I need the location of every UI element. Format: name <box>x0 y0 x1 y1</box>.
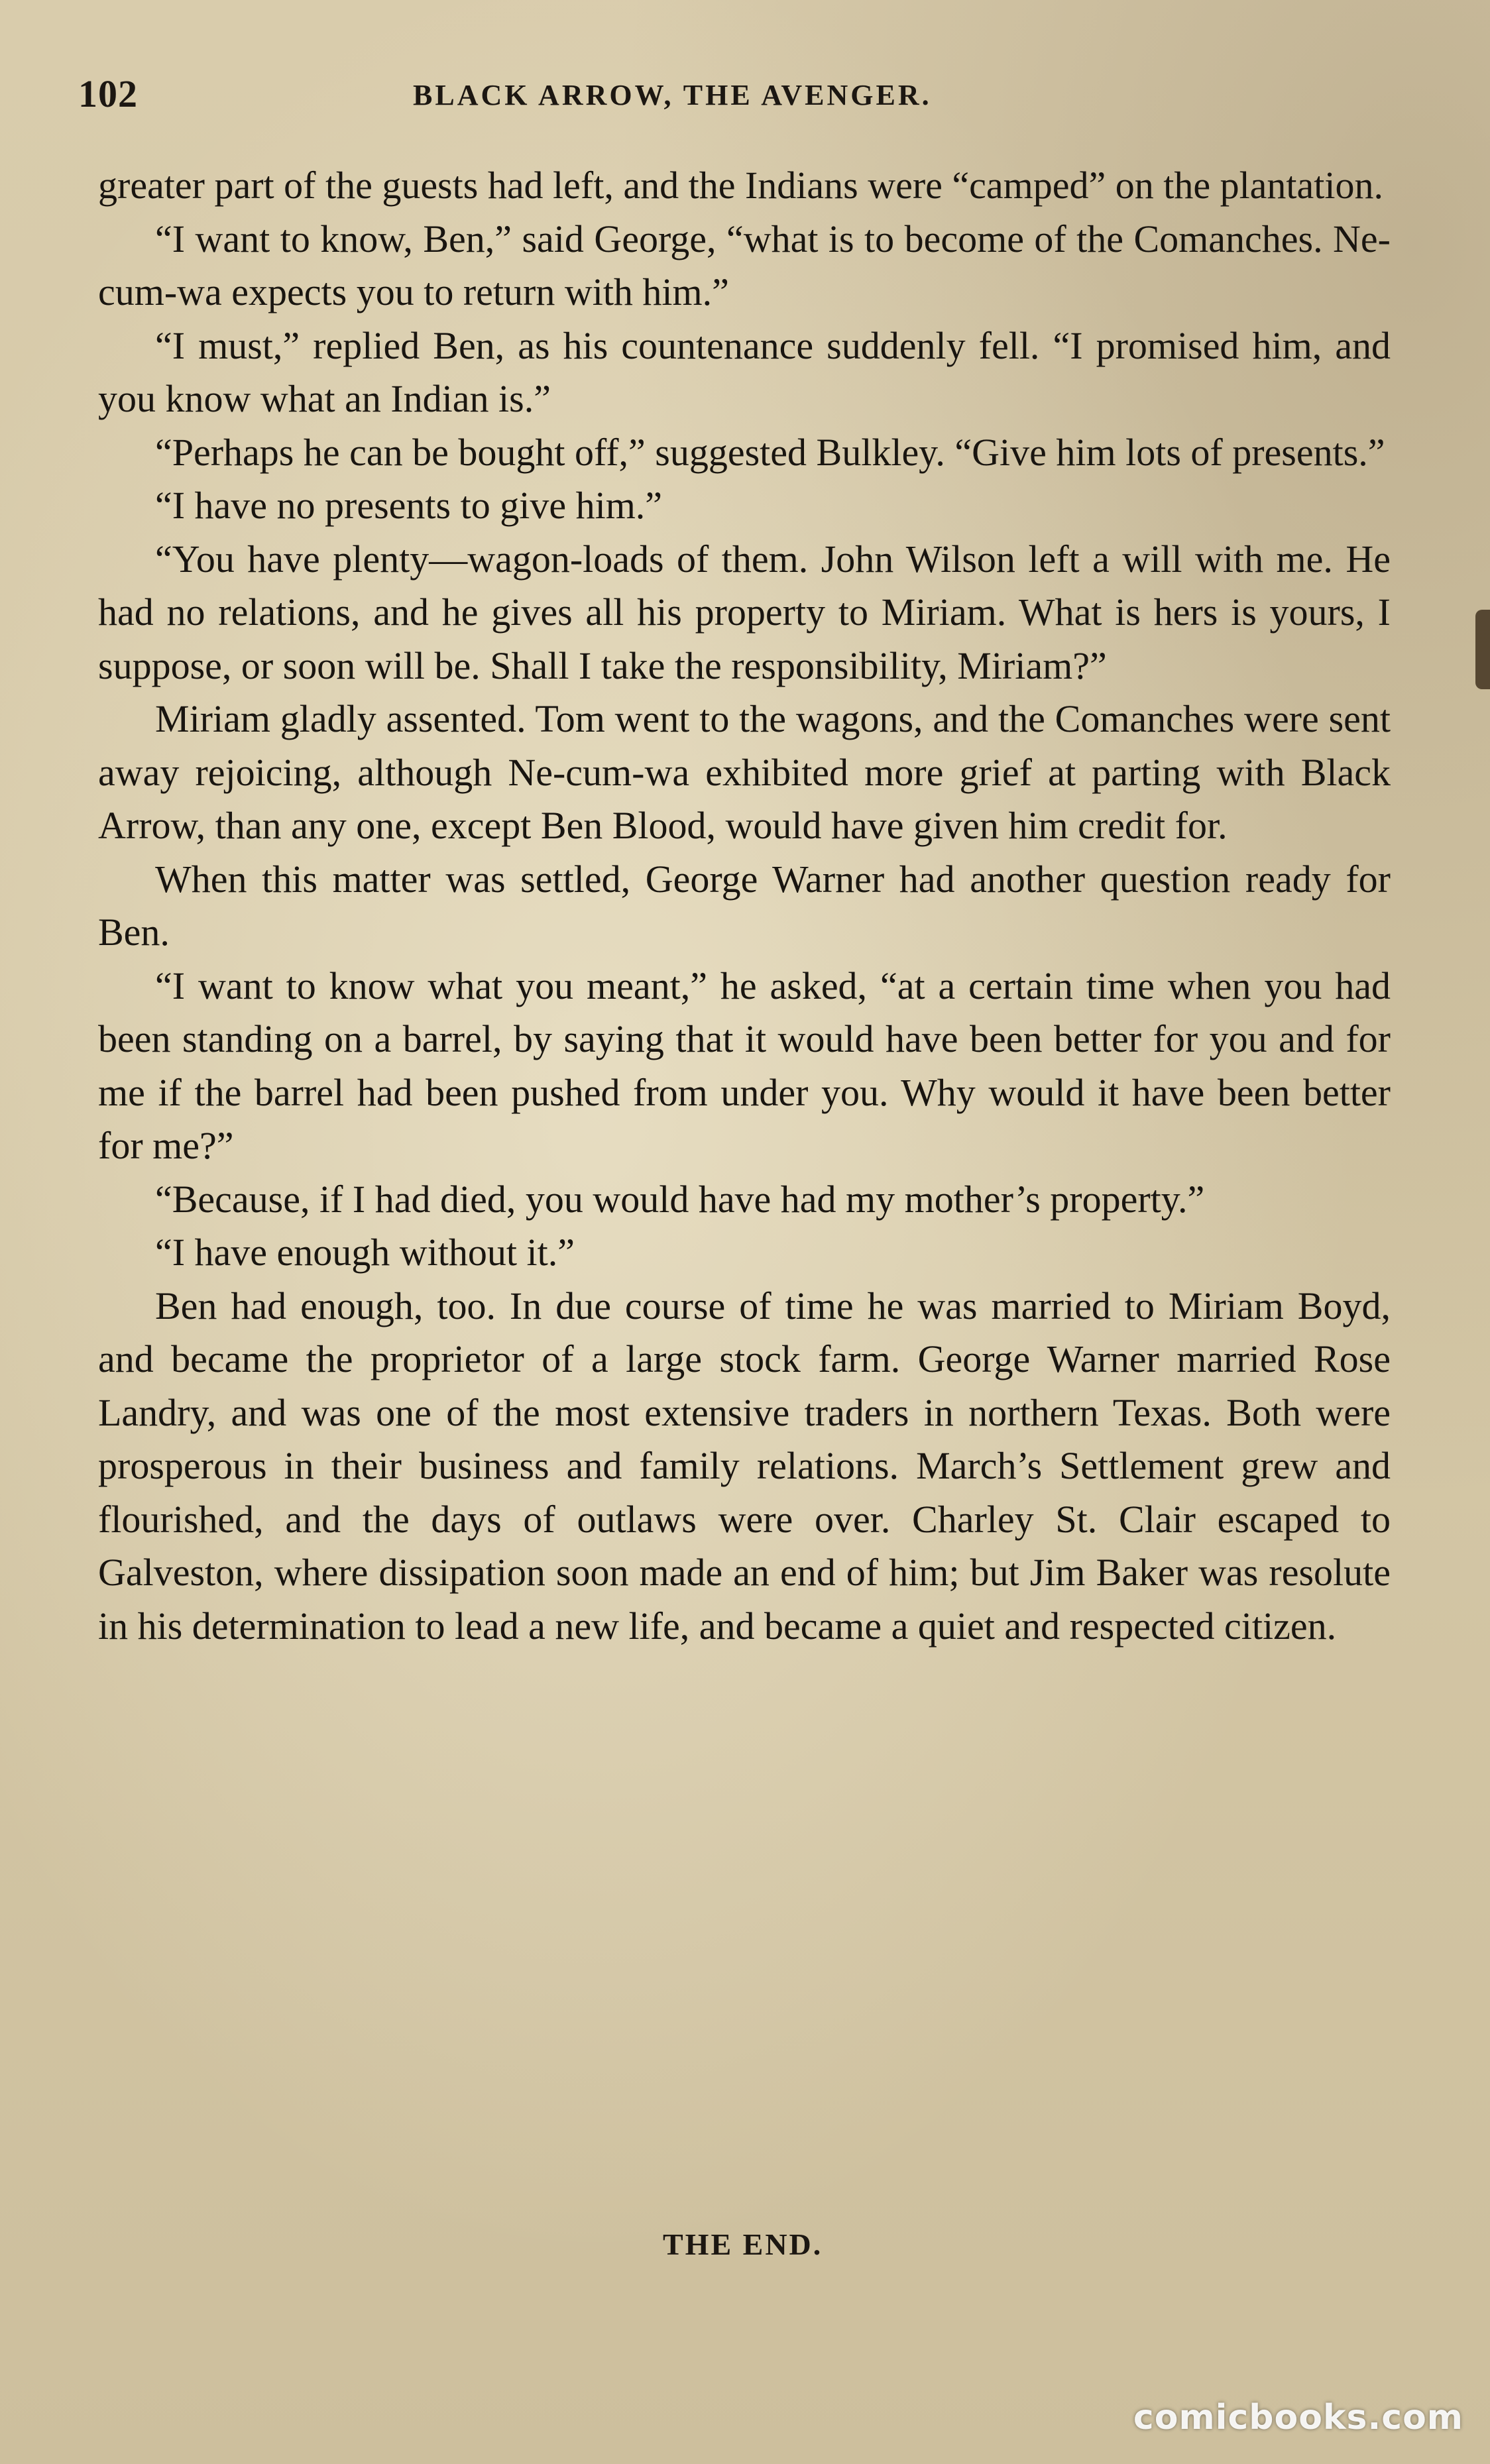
paragraph: “I want to know what you meant,” he asked, “at a certain time when you had been standing on a barrel, by saying that it would have been better for you and for me if the barrel had been pushed from under you. Why would it have been better for me?” <box>98 964 1391 1167</box>
paragraph: “Perhaps he can be bought off,” suggested Bulkley. “Give him lots of presents.” <box>155 430 1385 474</box>
page-number: 102 <box>78 72 138 115</box>
body-text <box>98 159 1391 1653</box>
paragraph: greater part of the guests had left, and the Indians were “camped” on the plantation. <box>98 164 1384 207</box>
paragraph: “I must,” replied Ben, as his countenance suddenly fell. “I promised him, and you know what an Indian is.” <box>98 323 1391 420</box>
paragraph: “Because, if I had died, you would have had my mother’s property.” <box>155 1177 1205 1221</box>
site-watermark: comicbooks.com <box>1133 2398 1463 2437</box>
page-edge-stain <box>1475 610 1490 689</box>
paragraph: “I want to know, Ben,” said George, “what is to become of the Comanches. Ne-cum-wa expects you to return with him.” <box>98 217 1391 313</box>
paragraph: “I have enough without it.” <box>155 1231 575 1274</box>
page-header <box>78 72 1384 125</box>
paragraph: Miriam gladly assented. Tom went to the wagons, and the Comanches were sent away rejoicing, although Ne-cum-wa exhibited more grief at parting with Black Arrow, than any one, except Ben Blood, would have given him credit for. <box>98 697 1391 847</box>
running-head: BLACK ARROW, THE AVENGER. <box>413 79 932 111</box>
paragraph: “I have no presents to give him.” <box>155 484 663 527</box>
end-mark: THE END. <box>663 2227 823 2261</box>
paragraph: “You have plenty—wagon-loads of them. John Wilson left a will with me. He had no relations, and he gives all his property to Miriam. What is hers is yours, I suppose, or soon will be. Shall I take the responsibility, Miriam?” <box>98 537 1391 687</box>
paragraph: When this matter was settled, George Warner had another question ready for Ben. <box>98 857 1391 954</box>
paragraph: Ben had enough, too. In due course of time he was married to Miriam Boyd, and became the proprietor of a large stock farm. George Warner married Rose Landry, and was one of the most extensive traders in northern Texas. Both were prosperous in their business and family relations. March’s Settlement grew and flourished, and the days of outlaws were over. Charley St. Clair escaped to Galveston, where dissipation soon made an end of him; but Jim Baker was resolute in his determination to lead a new life, and became a quiet and respected citizen. <box>98 1284 1391 1648</box>
